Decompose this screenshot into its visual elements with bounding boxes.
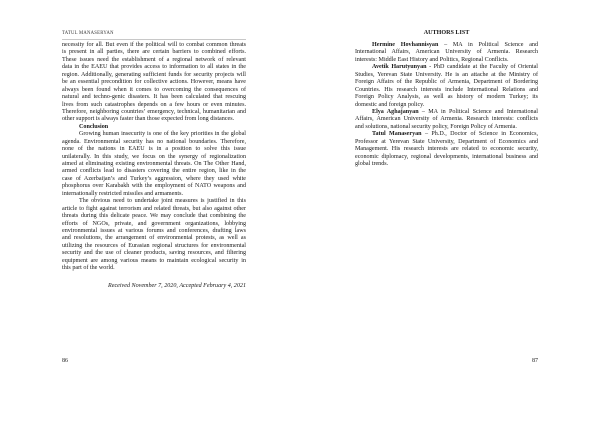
text-line: article to fight against terrorism and related threats, but also against other (62, 205, 246, 212)
text-line: security and the use of cleaner products, saving resources, and filtering (62, 250, 246, 257)
author-bio-text: – Ph.D., Doctor of Science in Economics, (424, 131, 538, 138)
text-line: and solutions, national security policy, Foreign Policy of Armenia. (355, 123, 517, 130)
text-line: Studies, Yerevan State University. He is an attache at the Ministry of (355, 71, 538, 78)
received-accepted-note: Received November 7, 2020, Accepted February 4, 2021 (108, 282, 246, 289)
text-line: interests: Middle East History and Politics, Regional Conflicts. (355, 56, 509, 63)
text-line: case of Azerbaijan’s and Turkey’s aggression, where they used white (62, 175, 246, 182)
page-number-left: 86 (62, 358, 68, 365)
author-entry (355, 131, 538, 168)
author-name: Avetik Harutyunyan (372, 64, 427, 71)
text-line (355, 131, 538, 138)
text-line: utilizing the resources of Eurasian regional structures for environmental (62, 242, 246, 249)
text-line: unilaterally. In this study, we focus on the synergy of regionalization (62, 153, 246, 160)
text-line: is present in all parties, there are certain barriers to combined efforts. (62, 49, 246, 56)
text-line: International Affairs, American University of Armenia. Research (355, 49, 538, 56)
text-line: Therefore, neighboring countries’ emergency, technical, humanitarian and (62, 108, 246, 115)
text-line: be an essential precondition for collective actions. However, means have (62, 79, 246, 86)
text-line: global trends. (355, 161, 389, 167)
text-line: none of the nations in EAEU is in a position to solve this issue (62, 146, 246, 153)
article-body (62, 42, 246, 290)
text-line: threats during this delicate peace. We may conclude that combining the (62, 213, 246, 220)
text-line: efforts of NGOs, private, and government organizations, lobbying (62, 220, 246, 227)
text-line: and resolutions, the arrangement of environmental protests, as well as (62, 235, 246, 242)
text-line: economic diplomacy, regional developments, international business and (355, 153, 538, 160)
text-line: environmental issues at various forums and conferences, drafting laws (62, 227, 246, 234)
text-line: domestic and foreign policy. (355, 101, 425, 108)
text-line: The obvious need to undertake joint measures is justified in this (79, 198, 246, 205)
text-line: other support is always faster than those expected from long distances. (62, 116, 235, 123)
authors-list (355, 42, 538, 168)
author-bio-text: – MA in Political Science and (444, 42, 538, 48)
text-line: data in the EAEU that provides access to information to all states in the (62, 64, 246, 71)
text-line: region. Additionally, generating sufficient funds for security projects will (62, 71, 246, 78)
authors-list-heading: AUTHORS LIST (423, 30, 470, 37)
text-line: Countries. His research interests include International Relations and (355, 86, 538, 93)
continued-text (62, 42, 246, 124)
header-rule (62, 39, 246, 40)
text-line: Foreign Policy Analysis, as well as history of modern Turkey; its (355, 94, 538, 101)
text-line: agenda. Environmental security has no national boundaries. Therefore, (62, 138, 246, 145)
text-line: armed conflicts lead to disasters covering the entire region, like in the (62, 168, 246, 175)
paragraph (62, 42, 246, 124)
running-head: TATUL MANASERYAN (62, 31, 114, 36)
author-bio-text: – MA in Political Science and International (421, 108, 538, 115)
text-line: this part of the world. (62, 265, 115, 272)
text-line: Management. His research interests are related to economic security, (355, 146, 538, 153)
conclusion-heading: Conclusion (79, 123, 109, 130)
author-name: Tatul Manaseryan (372, 131, 422, 138)
text-line: natural and techno-genic disasters. It has been calculated that rescuing (62, 94, 246, 101)
author-bio-text: - PhD candidate at the Faculty of Oriental (429, 64, 538, 71)
author-entry (355, 64, 538, 109)
paragraph (62, 198, 246, 272)
text-line: internationally restricted missiles and armaments. (62, 190, 183, 197)
text-line: lives from such catastrophes depends on a few hours or even minutes. (62, 101, 246, 108)
author-name: Elya Aghajanyan (372, 108, 419, 115)
text-line: These issues need the establishment of a regional network of relevant (62, 56, 246, 63)
text-line: Affairs, American University of Armenia. Research interests: conflicts (355, 116, 538, 123)
text-line: Growing human insecurity is one of the key priorities in the global (79, 131, 246, 138)
author-entry (355, 109, 538, 131)
conclusion-body (62, 131, 246, 272)
text-line: necessity for all. But even if the political will to combat common threats (62, 42, 246, 48)
text-line: aimed at eliminating existing environmental threats. On The Other Hand, (62, 161, 246, 167)
text-line: Foreign Affairs of the Republic of Armenia, Department of Bordering (355, 79, 538, 86)
text-line (355, 64, 538, 71)
text-line: equipment are among various means to maintain ecological security in (62, 257, 246, 264)
page-number-right: 87 (532, 358, 538, 365)
text-line: always been found when it comes to overcoming the consequences of (62, 86, 246, 93)
text-line: Professor at Yerevan State University, Department of Economics and (355, 138, 538, 145)
text-line: phosphorus over Karabakh with the employment of NATO weapons and (62, 183, 246, 190)
author-name: Hermine Hovhannisyan (372, 42, 439, 48)
paragraph (62, 131, 246, 198)
author-entry (355, 42, 538, 64)
